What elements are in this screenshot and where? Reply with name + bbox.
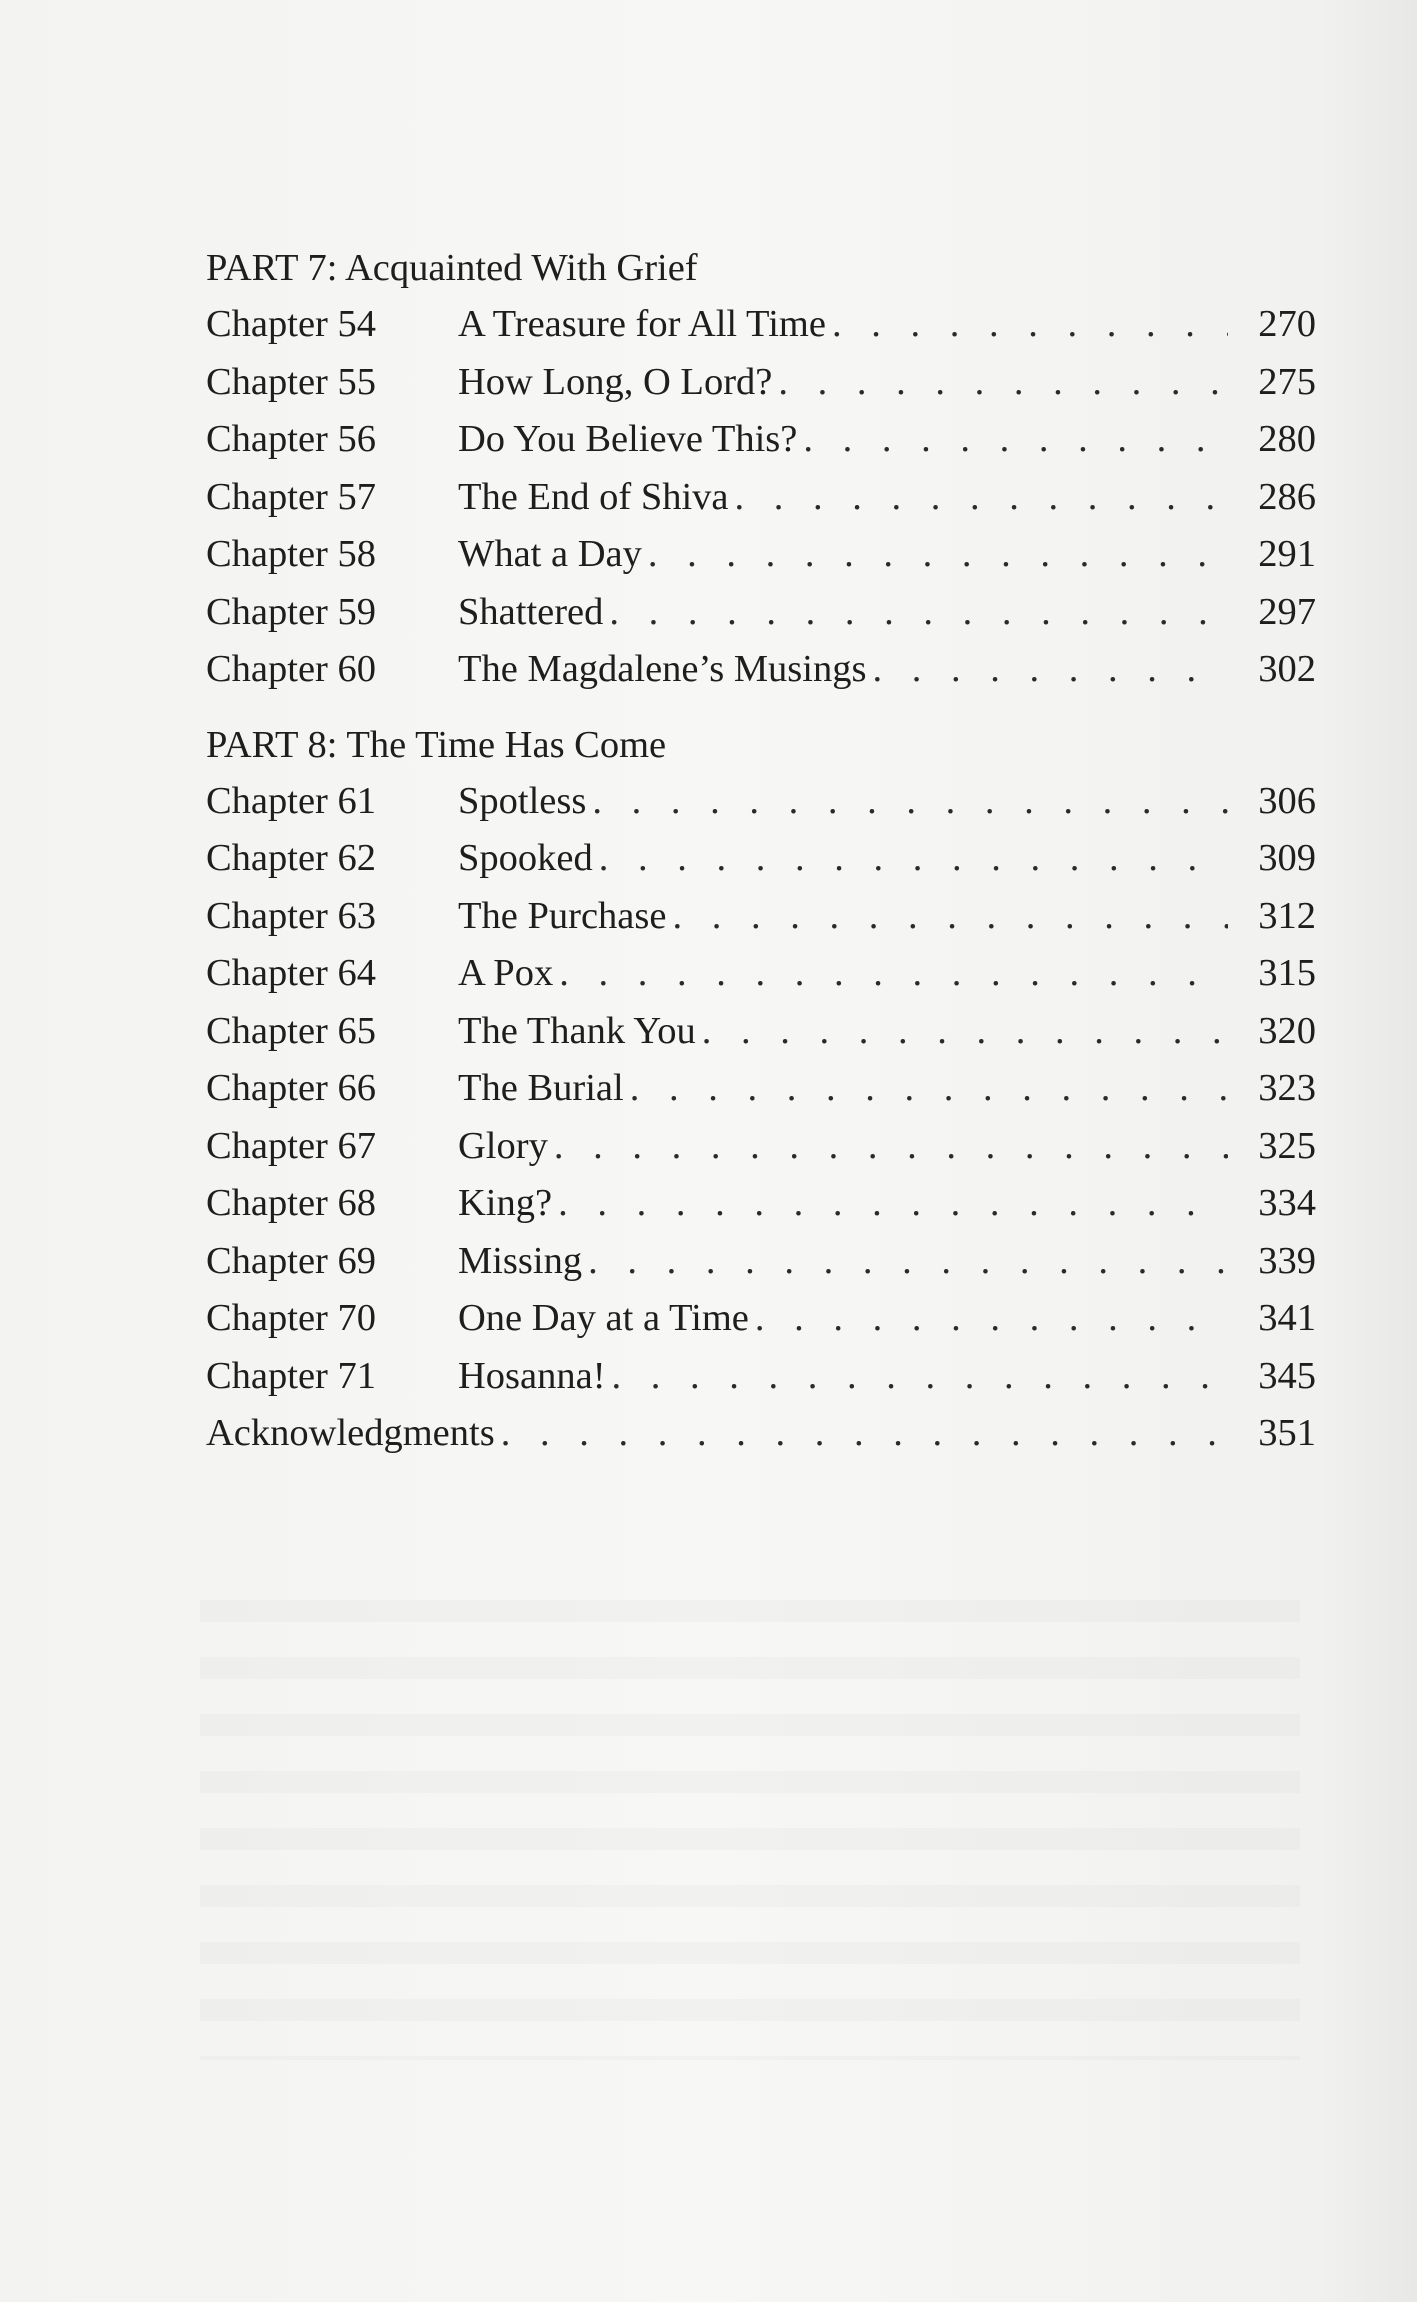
dot-leader [554,1118,1228,1176]
dot-leader [672,888,1228,946]
page-number: 351 [1258,1412,1316,1454]
toc-entry [206,1118,1316,1176]
chapter-title: The Thank You [458,1009,696,1052]
chapter-label: Chapter 56 [206,418,376,460]
dot-leader [648,526,1228,584]
toc-entry [206,945,1316,1003]
chapter-title: The End of Shiva [458,475,729,518]
chapter-title: One Day at a Time [458,1297,749,1339]
chapter-title: The Magdalene’s Musings [458,648,867,690]
page-number: 320 [1258,1009,1316,1052]
dot-leader [501,1405,1228,1463]
toc-entry [206,1233,1316,1291]
dot-leader [609,584,1228,642]
page-number: 312 [1258,894,1316,937]
dot-leader [755,1290,1228,1348]
page-number: 280 [1258,418,1316,460]
dot-leader [735,469,1228,527]
chapter-label: Chapter 65 [206,1009,376,1052]
dot-leader [558,1175,1228,1233]
chapter-title: Spooked [458,837,593,879]
chapter-label: Chapter 59 [206,590,376,633]
dot-leader [872,641,1228,699]
chapter-title: Hosanna! [458,1354,606,1397]
dot-leader [832,296,1228,354]
page-number: 309 [1258,837,1316,879]
dot-leader [803,411,1228,469]
toc-entry [206,1060,1316,1118]
chapter-label: Chapter 68 [206,1182,376,1224]
chapter-title: How Long, O Lord? [458,360,773,403]
toc-entry [206,584,1316,642]
page-number: 275 [1258,360,1316,403]
chapter-label: Chapter 64 [206,952,376,994]
page-number: 345 [1258,1354,1316,1397]
chapter-label: Chapter 60 [206,648,376,690]
chapter-title: What a Day [458,533,642,575]
part-heading: PART 7: Acquainted With Grief [206,247,698,289]
page-number: 270 [1258,303,1316,345]
chapter-title: Glory [458,1124,548,1167]
chapter-label: Chapter 57 [206,475,376,518]
toc-entry [206,1003,1316,1061]
page-number: 286 [1258,475,1316,518]
toc-entry [206,411,1316,469]
page-number: 323 [1258,1067,1316,1109]
chapter-label: Chapter 66 [206,1067,376,1109]
toc-entry [206,830,1316,888]
dot-leader [559,945,1228,1003]
page-number: 291 [1258,533,1316,575]
toc-entry [206,641,1316,699]
dot-leader [778,354,1228,412]
table-of-contents [206,240,1316,1463]
acknowledgments-title: Acknowledgments [206,1412,495,1454]
chapter-title: Spotless [458,779,587,822]
chapter-label: Chapter 54 [206,303,376,345]
toc-entry [206,526,1316,584]
chapter-label: Chapter 63 [206,894,376,937]
page-number: 297 [1258,590,1316,633]
chapter-label: Chapter 62 [206,837,376,879]
toc-entry [206,354,1316,412]
dot-leader [592,773,1228,831]
chapter-label: Chapter 55 [206,360,376,403]
toc-entry [206,773,1316,831]
dot-leader [612,1348,1228,1406]
page-number: 334 [1258,1182,1316,1224]
toc-entry [206,296,1316,354]
toc-entry [206,888,1316,946]
page-number: 315 [1258,952,1316,994]
chapter-label: Chapter 58 [206,533,376,575]
page-number: 302 [1258,648,1316,690]
dot-leader [599,830,1228,888]
page-number: 325 [1258,1124,1316,1167]
page-number: 339 [1258,1239,1316,1282]
toc-entry [206,469,1316,527]
dot-leader [702,1003,1228,1061]
chapter-title: A Treasure for All Time [458,303,826,345]
chapter-label: Chapter 69 [206,1239,376,1282]
dot-leader [588,1233,1228,1291]
acknowledgments-entry [206,1405,1316,1463]
dot-leader [630,1060,1228,1118]
page-number: 306 [1258,779,1316,822]
toc-entry [206,1175,1316,1233]
toc-entry [206,1290,1316,1348]
chapter-label: Chapter 61 [206,779,376,822]
toc-entry [206,1348,1316,1406]
chapter-title: King? [458,1182,553,1224]
page-number: 341 [1258,1297,1316,1339]
chapter-label: Chapter 71 [206,1354,376,1397]
chapter-title: Missing [458,1239,583,1282]
chapter-label: Chapter 67 [206,1124,376,1167]
part-heading: PART 8: The Time Has Come [206,723,667,766]
chapter-title: The Purchase [458,894,667,937]
chapter-title: Shattered [458,590,604,633]
chapter-title: A Pox [458,952,554,994]
chapter-label: Chapter 70 [206,1297,376,1339]
bleed-through-text [200,1600,1300,2060]
chapter-title: The Burial [458,1067,624,1109]
chapter-title: Do You Believe This? [458,418,798,460]
